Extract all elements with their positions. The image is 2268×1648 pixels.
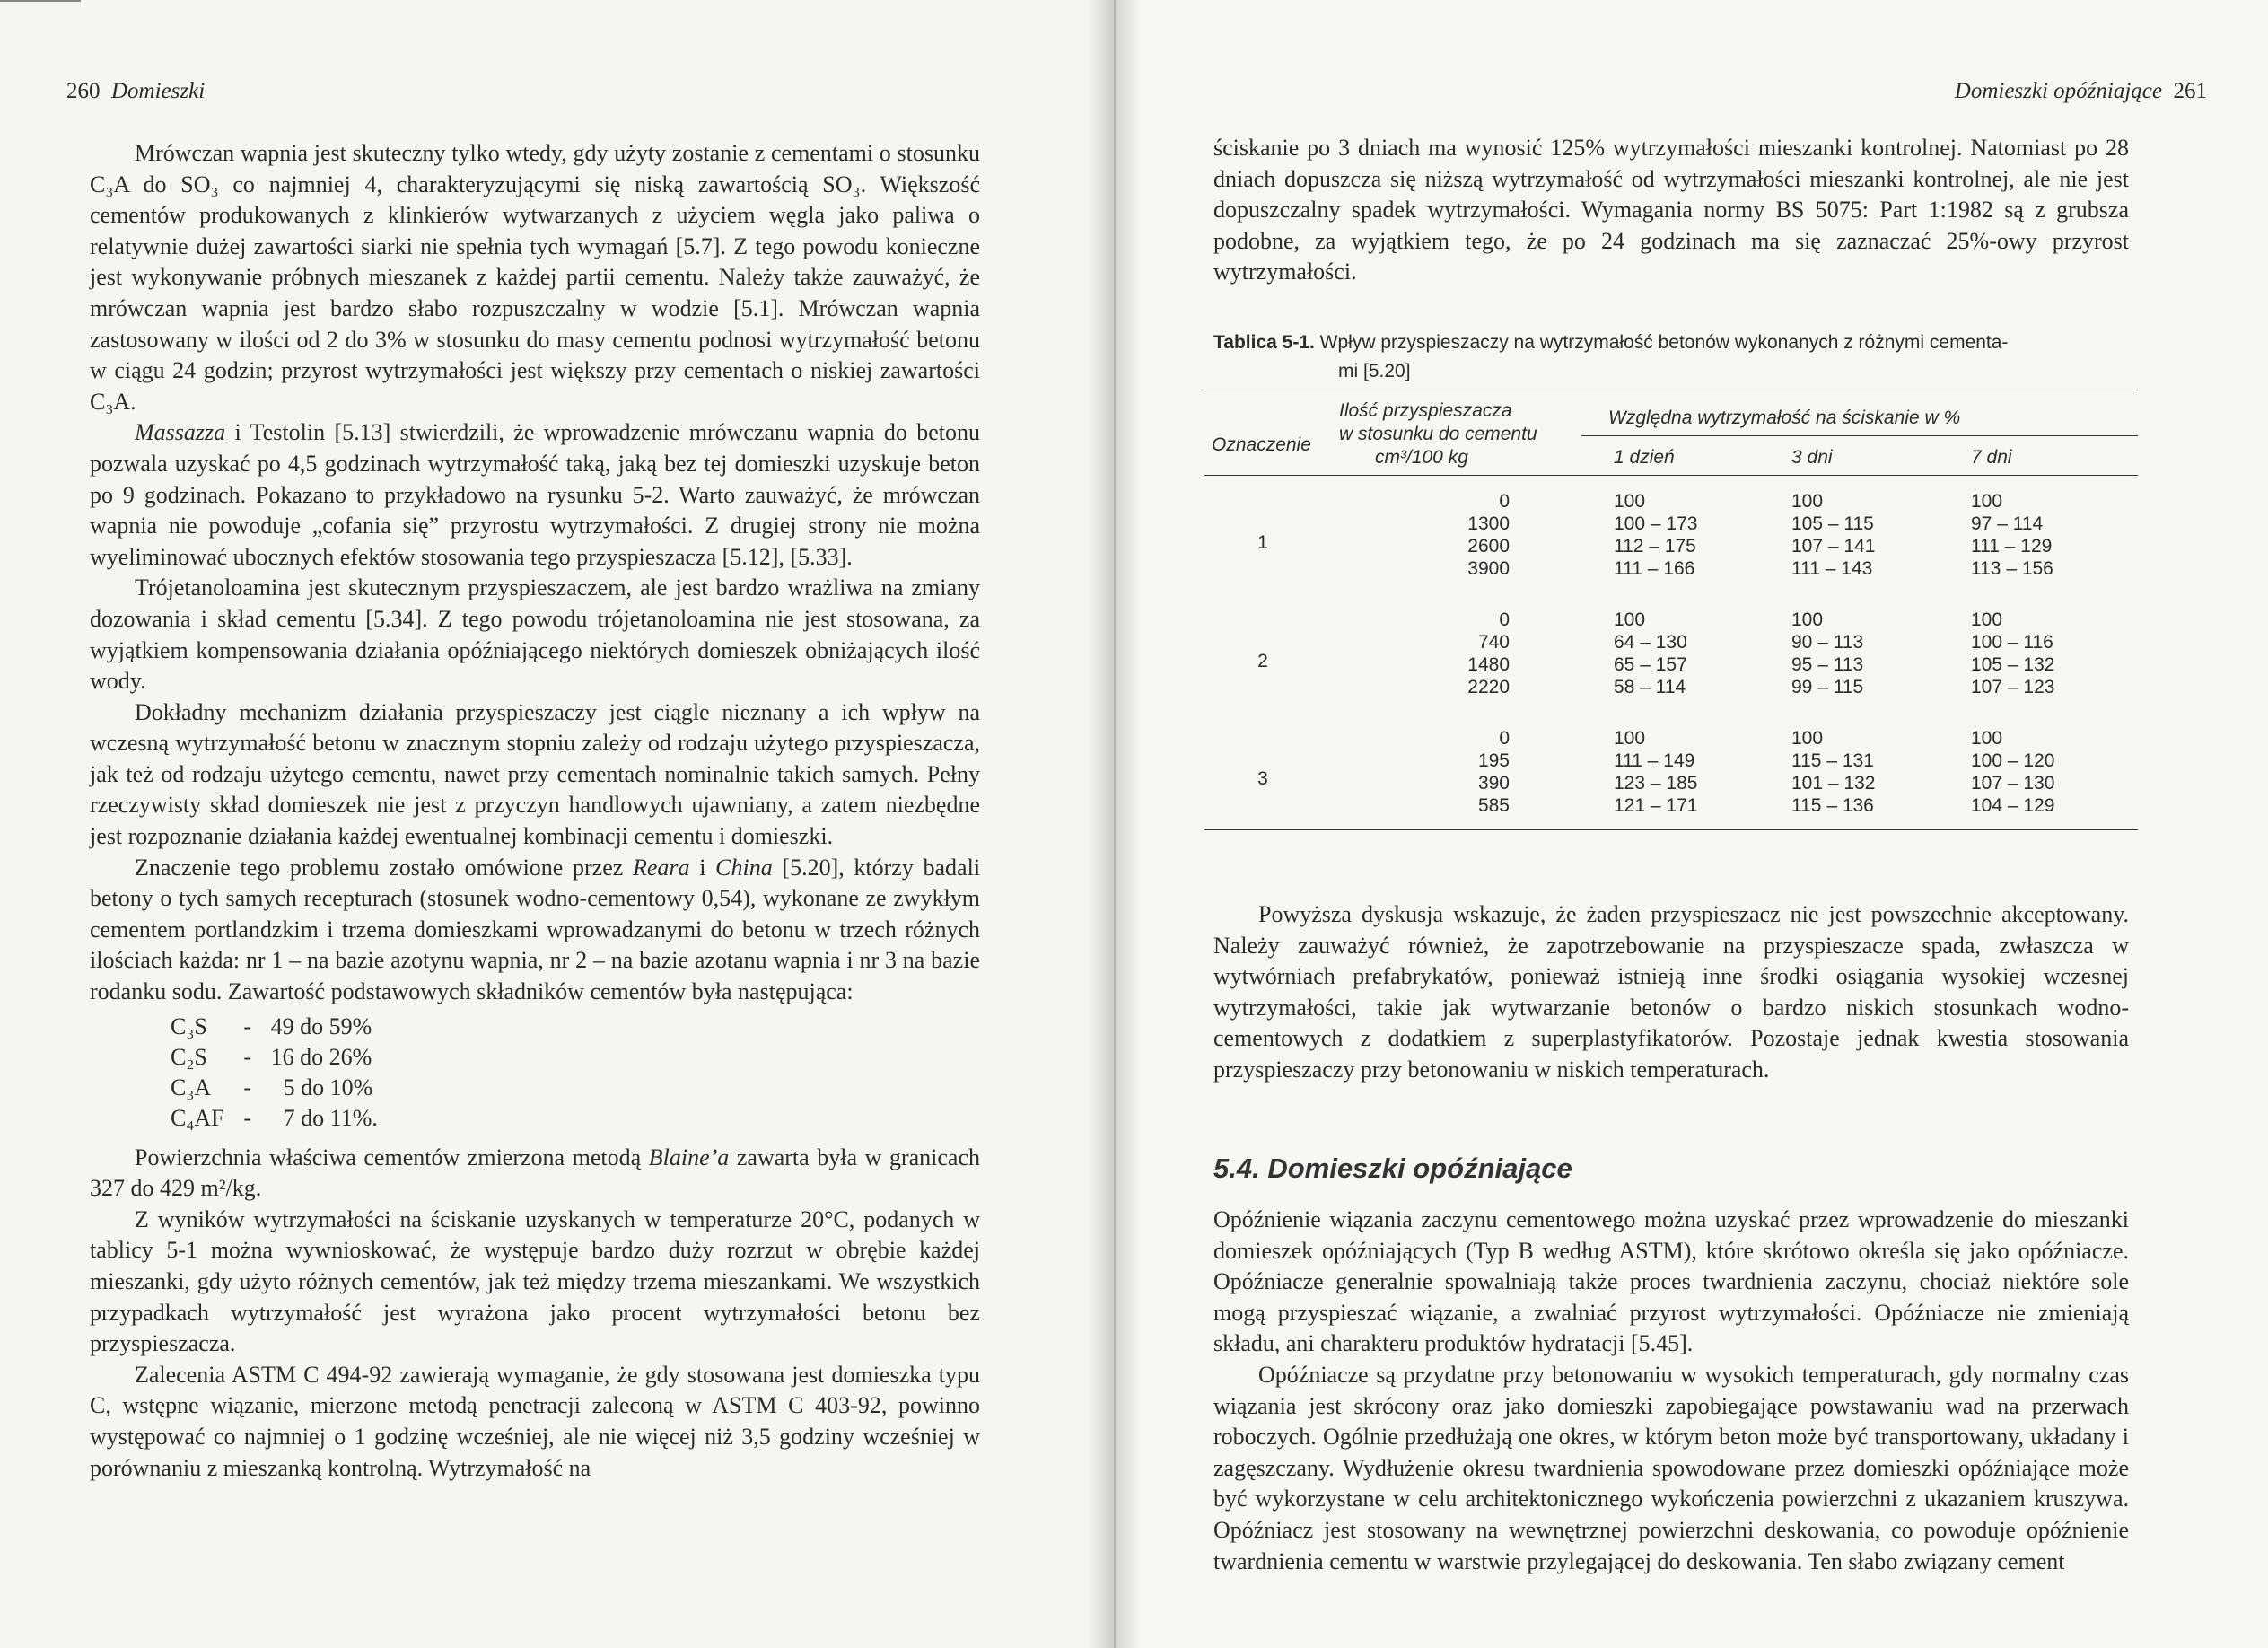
table-row: 3 0 100 100 100 — [1204, 713, 2138, 749]
right-bottom-text — [1213, 1205, 2129, 1577]
table-row: 740 64 – 130 90 – 113 100 – 116 — [1477, 632, 2053, 653]
table-row: 2220 58 – 114 99 – 115 107 – 123 — [1467, 677, 2055, 697]
table-row: 2600 112 – 175 107 – 141 111 – 129 — [1467, 536, 2053, 557]
table-label: Tablica 5-1. — [1213, 332, 1315, 353]
paragraph: Trójetanoloamina jest skutecznym przyspieszaczem, ale jest bardzo wrażliwa na zmiany dozowania i skład cementu [5.34]. Z tego powodu trójetanoloamina nie jest stosowana, za wyjątkiem kompensowania działania opóźniającego niektórych domieszek obniżających ilość wody. — [90, 574, 980, 695]
paragraph: Znaczenie tego problemu zostało omówione przez Reara i China [5.20], którzy badali betony o tych samych recepturach (stosunek wodno-cementowy 0,54), wykonane ze zwykłym cementem portlandzkim i trzema domieszkami wprowadzanymi do betonu w trzech różnych ilościach każda: nr 1 – na bazie azotynu wapnia, nr 2 – na bazie azotanu wapnia i nr 3 na bazie rodanku sodu. Zawartość podstawowych składników cementów była następująca: — [90, 854, 981, 1005]
paragraph: ściskanie po 3 dniach ma wynosić 125% wytrzymałości mieszanki kontrolnej. Natomiast po 28 dniach dopuszcza się niższą wytrzymałość od wytrzymałości mieszanki kontrolnej, ale nie jest dopuszczalny spadek wytrzymałości. Wymagania normy BS 5075: Part 1:1982 są z grubsza podobne, za wyjątkiem tego, że po 24 godzinach ma się zaznaczać 25%-owy przyrost wytrzymałości. — [1213, 135, 2129, 285]
table-row: 2 0 100 100 100 — [1204, 594, 2138, 631]
left-body-text — [90, 138, 980, 1484]
paragraph: Dokładny mechanizm działania przyspieszaczy jest ciągle nieznany a ich wpływ na wczesną wytrzymałość betonu w znacznym stopniu zależy od rodzaju użytego przyspieszacza, jak też od rodzaju użytego cementu, nawet przy cementach nominalnie takich samych. Pełny rzeczywisty skład domieszek nie jest z przyczyn handlowych ujawniany, a zatem niezbędne jest rozpoznanie działania każdej ewentualnej kombinacji cementu i domieszki. — [90, 698, 980, 850]
paragraph: Opóźnienie wiązania zaczynu cementowego można uzyskać przez wprowadzenie do mieszanki domieszek opóźniających (Typ B według ASTM), które skrótowo określa się jako opóźniacze. Opóźniacze generalnie spowalniają także proces twardnienia zaczynu, chociaż niektóre sole mogą przyspieszać wiązanie, a zwalniać przyrost wytrzymałości. Opóźniacze nie zmieniają składu, ani charakteru produktów hydratacji [5.45]. — [1213, 1206, 2129, 1357]
designation-cell: 3 — [1204, 713, 1321, 830]
left-page-number: 260 — [66, 79, 101, 103]
table-group-1 — [1204, 476, 2138, 595]
right-page-number: 261 — [2173, 79, 2207, 103]
strength-group-header: Względna wytrzymałość na ściskanie w % — [1581, 390, 2138, 436]
cement-composition-list — [171, 1012, 385, 1134]
right-top-text — [1213, 133, 2129, 288]
right-running-title: Domieszki opóźniające — [1954, 79, 2162, 103]
amount-header: Ilość przyspieszacza w stosunku do cementu cm³/100 kg — [1321, 390, 1581, 476]
table-row: 1300 100 – 173 105 – 115 97 – 114 — [1467, 513, 2044, 534]
designation-header: Oznaczenie — [1204, 390, 1321, 476]
table-group-2 — [1204, 594, 2138, 713]
composition-row: C₂S - 16 do 26% — [171, 1043, 372, 1070]
author-name: Reara — [633, 854, 690, 881]
designation-cell: 1 — [1257, 531, 1268, 553]
accelerator-strength-table — [1204, 390, 2138, 830]
table-row: 1 0 100 100 100 — [1204, 476, 2138, 513]
day3-header: 3 dni — [1770, 436, 1949, 476]
composition-row: C₃S - 49 do 59% — [171, 1012, 372, 1039]
paragraph: Mrówczan wapnia jest skuteczny tylko wtedy, gdy użyty zostanie z cementami o stosunku C₃A do SO₃ co najmniej 4, charakteryzującymi się niską zawartością SO₃. Większość cementów produkowanych z klinkierów wytwarzanych z użyciem węgla jako paliwa o relatywnie dużej zawartości siarki nie spełnia tych wymagań [5.7]. Z tego powodu konieczne jest wykonywanie próbnych mieszanek z każdej partii cementu. Należy także zauważyć, że mrówczan wapnia jest bardzo słabo rozpuszczalny w wodzie [5.1]. Mrówczan wapnia zastosowany w ilości od 2 do 3% w stosunku do masy cementu podnosi wytrzymałość betonu w ciągu 24 godzin; przyrost wytrzymałości jest większy przy cementach o niskiej zawartości C₃A. — [90, 140, 980, 415]
designation-cell: 2 — [1257, 650, 1268, 671]
page-edge-mark — [0, 0, 81, 2]
day1-header: 1 dzień — [1581, 436, 1770, 476]
composition-row: C₄AF - 7 do 11%. — [171, 1104, 378, 1131]
table-caption: Tablica 5-1. Wpływ przyspieszaczy na wytrzymałość betonów wykonanych z różnymi cementa- mi [5.20] — [1213, 332, 2009, 381]
section-heading: 5.4. Domieszki opóźniające — [1213, 1153, 1572, 1184]
table-row: 585 121 – 171 115 – 136 104 – 129 — [1204, 794, 2138, 830]
table-row: 1480 65 – 157 95 – 113 105 – 132 — [1467, 654, 2055, 675]
left-running-title: Domieszki — [111, 79, 206, 103]
table-group-3 — [1204, 713, 2138, 830]
author-name: China — [715, 854, 773, 881]
table-row: 3900 111 – 166 111 – 143 113 – 156 — [1467, 558, 2053, 579]
table-row: 195 111 – 149 115 – 131 100 – 120 — [1477, 750, 2055, 771]
paragraph: Z wyników wytrzymałości na ściskanie uzyskanych w temperaturze 20°C, podanych w tablicy 5-1 można wywnioskować, że występuje bardzo duży rozrzut w obrębie każdej mieszanki, gdy użyto różnych cementów, jak też między trzema mieszankami. We wszystkich przypadkach wytrzymałość jest wyrażona jako procent wytrzymałości betonu bez przyspieszacza. — [90, 1205, 980, 1357]
day7-header: 7 dni — [1949, 436, 2138, 476]
left-running-head — [66, 79, 205, 104]
paragraph: Massazza i Testolin [5.13] stwierdzili, że wprowadzenie mrówczanu wapnia do betonu pozwala uzyskać po 4,5 godzinach wytrzymałość taką, jaką bez tej domieszki uzyskuje beton po 9 godzinach. Pokazano to przykładowo na rysunku 5-2. Warto zauważyć, że mrówczan wapnia nie powoduje „cofania się” przyrostu wytrzymałości. Z drugiej strony nie można wyeliminować ubocznych efektów stosowania tego przyspieszacza [5.12], [5.33]. — [90, 419, 981, 570]
right-mid-text — [1213, 899, 2129, 1086]
paragraph: Zalecenia ASTM C 494-92 zawierają wymaganie, że gdy stosowana jest domieszka typu C, wstępne wiązanie, mierzone metodą penetracji zaleconą w ASTM C 403-92, powinno występować co najmniej o 1 godzinę wcześniej, ale nie więcej niż 3,5 godziny wcześniej w porównaniu z mieszanką kontrolną. Wytrzymałość na — [90, 1361, 980, 1481]
author-name: Massazza — [135, 419, 226, 446]
author-name: Blaine’a — [648, 1144, 730, 1170]
composition-row: C₃A - 5 do 10% — [171, 1074, 373, 1100]
paragraph: Powyższa dyskusja wskazuje, że żaden przyspieszacz nie jest powszechnie akceptowany. Należy zauważyć również, że zapotrzebowanie na przyspieszacze spada, zwłaszcza w wytwórniach prefabrykatów, ponieważ istnieją inne środki osiągania wysokiej wczesnej wytrzymałości, takie jak wytwarzanie betonów o bardzo niskich stosunkach wodno-cementowych z dodatkiem z superplastyfikatorów. Pozostaje jednak kwestia stosowania przyspieszaczy przy betonowaniu w niskich temperaturach. — [1213, 901, 2129, 1083]
book-gutter — [1088, 0, 1142, 1648]
paragraph: Opóźniacze są przydatne przy betonowaniu w wysokich temperaturach, gdy normalny czas wiązania jest skrócony oraz jako domieszki zapobiegające powstawaniu wad na przerwach roboczych. Ogólnie przedłużają one okres, w którym beton może być transportowany, układany i zagęszczany. Wydłużenie okresu twardnienia spowodowane przez domieszki opóźniające może być wykorzystane w celu architektonicznego wykończenia powierzchni z ukazaniem kruszywa. Opóźniacz jest stosowany na wewnętrznej powierzchni deskowania, co powoduje opóźnienie twardnienia cementu w warstwie przylegającej do deskowania. Ten słabo związany cement — [1213, 1361, 2129, 1574]
right-running-head — [1955, 79, 2207, 104]
table-row: 390 123 – 185 101 – 132 107 – 130 — [1477, 773, 2055, 793]
paragraph: Powierzchnia właściwa cementów zmierzona metodą Blaine’a zawarta była w granicach 327 do 429 m²/kg. — [90, 1144, 980, 1202]
